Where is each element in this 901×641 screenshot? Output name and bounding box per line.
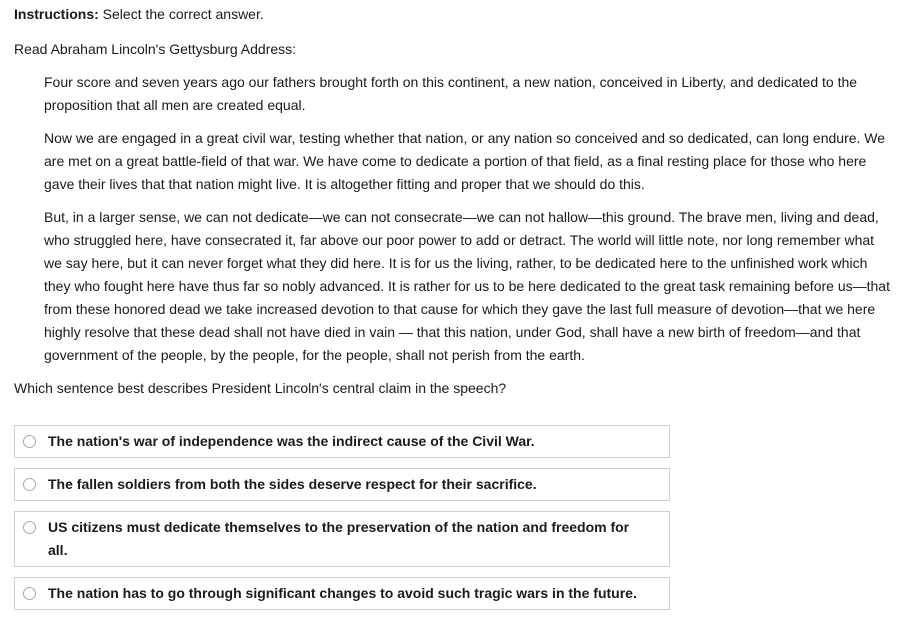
answer-option-3[interactable] xyxy=(14,511,670,567)
instructions-label: Instructions: xyxy=(14,6,99,22)
question-prompt: Which sentence best describes President Lincoln's central claim in the speech? xyxy=(14,380,507,396)
radio-button[interactable] xyxy=(23,521,36,534)
answer-option-2[interactable] xyxy=(14,468,670,501)
gettysburg-passage xyxy=(44,71,894,377)
instructions-text: Select the correct answer. xyxy=(98,6,264,22)
radio-button[interactable] xyxy=(23,587,36,600)
passage-paragraph-3: But, in a larger sense, we can not dedicate—we can not consecrate—we can not hallow—this ground. The brave men, living and dead, who struggled here, have consecrated it, far above our poor power to add or detract. The world will little note, nor long remember what we say here, but it can never forget what they did here. It is for us the living, rather, to be dedicated here to the unfinished work which they who fought here have thus far so nobly advanced. It is rather for us to be here dedicated to the great task remaining before us—that from these honored dead we take increased devotion to that cause for which they gave the last full measure of devotion—that we here highly resolve that these dead shall not have died in vain — that this nation, under God, shall have a new birth of freedom—and that government of the people, by the people, for the people, shall not perish from the earth. xyxy=(44,209,890,363)
answer-option-label[interactable]: US citizens must dedicate themselves to the preservation of the nation and freedom for all. xyxy=(48,519,630,558)
passage-paragraph-1: Four score and seven years ago our fathers brought forth on this continent, a new nation, conceived in Liberty, and dedicated to the proposition that all men are created equal. xyxy=(44,74,858,113)
passage-intro: Read Abraham Lincoln's Gettysburg Address: xyxy=(14,41,297,57)
answer-option-1[interactable] xyxy=(14,425,670,458)
instructions xyxy=(14,5,264,23)
answer-option-label[interactable]: The fallen soldiers from both the sides deserve respect for their sacrifice. xyxy=(48,476,537,492)
answer-option-label[interactable]: The nation's war of independence was the indirect cause of the Civil War. xyxy=(48,433,535,449)
passage-paragraph-2: Now we are engaged in a great civil war, testing whether that nation, or any nation so conceived and so dedicated, can long endure. We are met on a great battle-field of that war. We have come to dedicate a portion of that field, as a final resting place for those who here gave their lives that that nation might live. It is altogether fitting and proper that we should do this. xyxy=(44,130,886,192)
answer-option-4[interactable] xyxy=(14,577,670,610)
radio-button[interactable] xyxy=(23,435,36,448)
radio-button[interactable] xyxy=(23,478,36,491)
answer-option-label[interactable]: The nation has to go through significant changes to avoid such tragic wars in the future. xyxy=(48,585,637,601)
